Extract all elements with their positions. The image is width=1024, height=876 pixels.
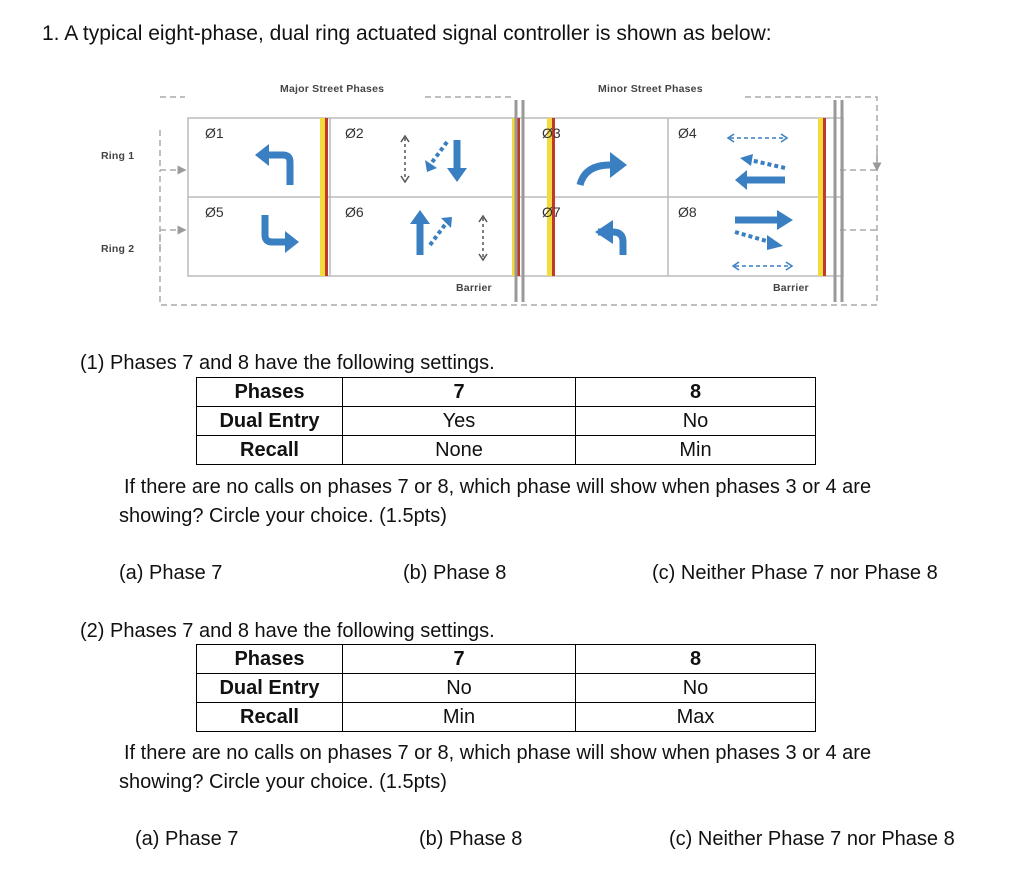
major-street-label: Major Street Phases: [280, 83, 385, 95]
table-cell: Max: [576, 703, 816, 732]
red-interval: [325, 118, 328, 276]
table-cell: None: [343, 436, 576, 465]
part1-option-a[interactable]: (a) Phase 7: [119, 562, 223, 584]
minor-street-label: Minor Street Phases: [598, 83, 703, 95]
phase-5-label: Ø5: [205, 204, 224, 220]
table-header-cell: 8: [576, 378, 816, 407]
phase-1-label: Ø1: [205, 125, 224, 141]
table-cell: No: [576, 407, 816, 436]
table-header-cell: 7: [343, 378, 576, 407]
table-row: [197, 378, 816, 407]
barrier-2: [835, 100, 842, 302]
ring2-label: Ring 2: [101, 243, 135, 255]
part2-heading: (2) Phases 7 and 8 have the following settings.: [80, 620, 495, 642]
table-header-cell: Phases: [197, 378, 343, 407]
left-turn-arrow-icon: [265, 215, 287, 242]
part1-prompt-line1: If there are no calls on phases 7 or 8, which phase will show when phases 3 or 4 are: [124, 476, 872, 498]
table-cell: Yes: [343, 407, 576, 436]
table-row: [197, 645, 816, 674]
part2-option-c[interactable]: (c) Neither Phase 7 nor Phase 8: [669, 828, 955, 850]
phase-4-label: Ø4: [678, 125, 697, 141]
phase-2-label: Ø2: [345, 125, 364, 141]
table-cell: No: [343, 674, 576, 703]
yellow-interval: [320, 118, 325, 276]
barrier-label: Barrier: [456, 282, 492, 294]
phase-7-label: Ø7: [542, 204, 561, 220]
table-cell: Min: [576, 436, 816, 465]
phase-3-label: Ø3: [542, 125, 561, 141]
part1-heading: (1) Phases 7 and 8 have the following settings.: [80, 352, 495, 374]
table-cell: Recall: [197, 703, 343, 732]
table-header-cell: 7: [343, 645, 576, 674]
table-row: [197, 703, 816, 732]
part1-prompt-line2: showing? Circle your choice. (1.5pts): [119, 505, 447, 527]
part2-settings-table: [196, 644, 816, 732]
table-row: [197, 407, 816, 436]
barrier-label: Barrier: [773, 282, 809, 294]
part2-prompt-line2: showing? Circle your choice. (1.5pts): [119, 771, 447, 793]
part1-option-b[interactable]: (b) Phase 8: [403, 562, 507, 584]
part1-option-c[interactable]: (c) Neither Phase 7 nor Phase 8: [652, 562, 938, 584]
table-cell: Dual Entry: [197, 407, 343, 436]
table-cell: Min: [343, 703, 576, 732]
phase-6-label: Ø6: [345, 204, 364, 220]
ring1-label: Ring 1: [101, 150, 135, 162]
part2-option-b[interactable]: (b) Phase 8: [419, 828, 523, 850]
table-row: [197, 436, 816, 465]
table-cell: Recall: [197, 436, 343, 465]
phase-8-label: Ø8: [678, 204, 697, 220]
left-turn-arrow-icon: [580, 165, 615, 185]
table-header-cell: 8: [576, 645, 816, 674]
dual-ring-diagram-svg: [95, 70, 885, 310]
table-cell: No: [576, 674, 816, 703]
part2-option-a[interactable]: (a) Phase 7: [135, 828, 239, 850]
table-header-cell: Phases: [197, 645, 343, 674]
table-cell: Dual Entry: [197, 674, 343, 703]
question-title: 1. A typical eight-phase, dual ring actuated signal controller is shown as below:: [42, 22, 772, 45]
part2-prompt-line1: If there are no calls on phases 7 or 8, which phase will show when phases 3 or 4 are: [124, 742, 872, 764]
dual-ring-diagram: [95, 70, 885, 310]
part1-settings-table: [196, 377, 816, 465]
table-row: [197, 674, 816, 703]
